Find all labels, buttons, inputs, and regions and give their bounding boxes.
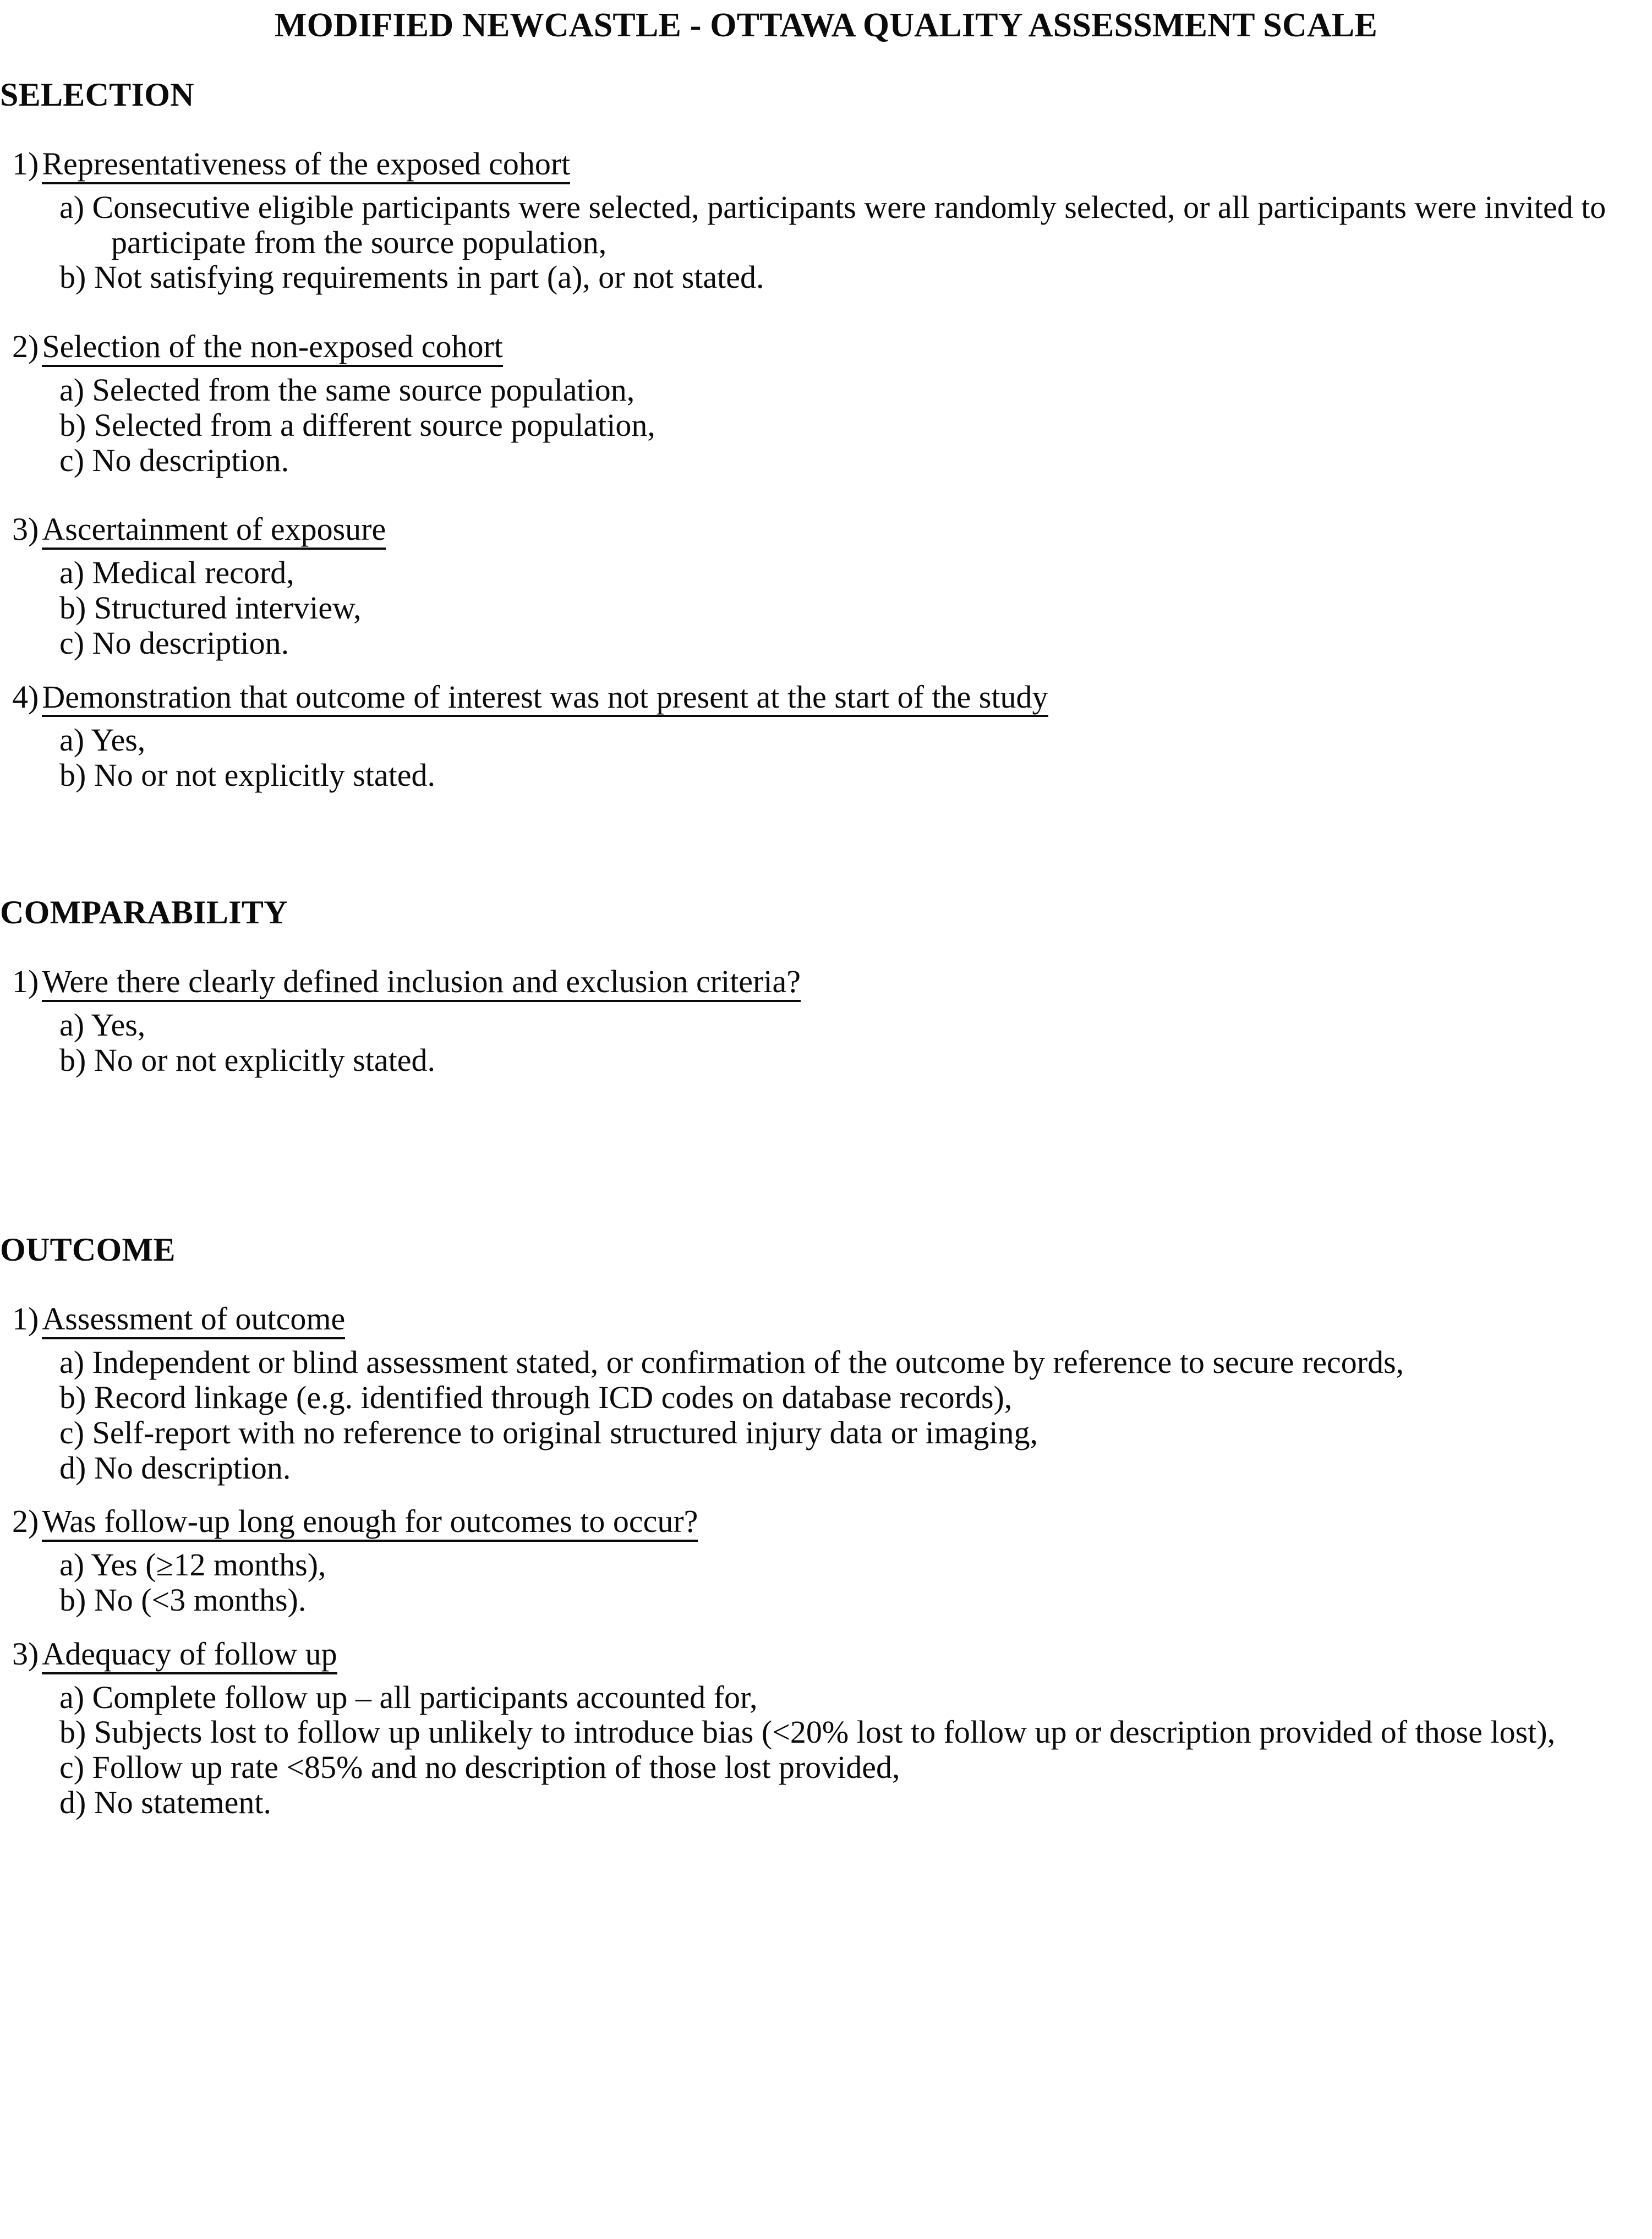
option-item: a) Yes, <box>59 722 146 758</box>
spacer <box>0 793 1652 895</box>
option-item: a) Medical record, <box>59 555 294 591</box>
spacer <box>0 295 1652 329</box>
option-item: b) No or not explicitly stated. <box>59 757 435 793</box>
question-text: Selection of the non-exposed cohort <box>42 329 503 367</box>
section-heading-comparability: COMPARABILITY <box>0 894 288 931</box>
option-item: b) Not satisfying requirements in part (a), or not stated. <box>59 259 764 295</box>
question-text: Was follow-up long enough for outcomes to occur? <box>42 1504 698 1542</box>
option-item: b) Subjects lost to follow up unlikely to introduce bias (<20% lost to follow up or description provided of those lost), <box>59 1714 1556 1750</box>
option-item: a) Yes (≥12 months), <box>59 1547 326 1583</box>
section-heading-selection: SELECTION <box>0 76 194 113</box>
option-item: b) No (<3 months). <box>59 1582 307 1618</box>
question-text: Adequacy of follow up <box>42 1636 337 1674</box>
question-number: 4) <box>12 678 39 715</box>
option-item: b) Selected from a different source population, <box>59 407 655 443</box>
question-text: Ascertainment of exposure <box>42 512 386 550</box>
option-item: a) Yes, <box>59 1006 146 1043</box>
question-number: 3) <box>12 511 39 548</box>
spacer <box>0 478 1652 512</box>
spacer <box>0 717 1652 722</box>
question-text: Representativeness of the exposed cohort <box>42 146 570 184</box>
option-item: a) Consecutive eligible participants were selected, participants were randomly selected, or all participants were invited to participate from the source population, <box>59 189 1606 260</box>
option-item: c) No description. <box>59 442 289 478</box>
option-item: a) Independent or blind assessment stated, or confirmation of the outcome by reference to secure records, <box>59 1344 1404 1381</box>
option-item: a) Complete follow up – all participants accounted for, <box>59 1679 758 1715</box>
option-item: c) No description. <box>59 625 289 661</box>
question-selection-3 <box>0 512 1652 550</box>
question-number: 1) <box>12 146 39 182</box>
spacer <box>0 930 1652 964</box>
question-number: 3) <box>12 1635 39 1672</box>
question-number: 2) <box>12 329 39 365</box>
spacer <box>0 1267 1652 1301</box>
question-comparability-1 <box>0 964 1652 1002</box>
question-selection-4 <box>0 680 1652 718</box>
option-item: c) Self-report with no reference to original structured injury data or imaging, <box>59 1414 1038 1450</box>
question-text: Were there clearly defined inclusion and exclusion criteria? <box>42 964 801 1002</box>
section-comparability <box>0 895 1652 1077</box>
spacer <box>0 1077 1652 1180</box>
section-outcome <box>0 1233 1652 1820</box>
spacer <box>0 661 1652 680</box>
spacer <box>0 1485 1652 1504</box>
question-outcome-2 <box>0 1504 1652 1542</box>
question-text: Assessment of outcome <box>42 1301 345 1339</box>
question-selection-2 <box>0 329 1652 367</box>
option-item: d) No statement. <box>59 1784 271 1820</box>
question-number: 1) <box>12 964 39 1000</box>
question-text: Demonstration that outcome of interest was not present at the start of the study <box>42 680 1048 718</box>
section-selection <box>0 78 1652 793</box>
question-outcome-3 <box>0 1636 1652 1674</box>
spacer <box>0 1180 1652 1233</box>
spacer <box>0 43 1652 78</box>
question-number: 2) <box>12 1503 39 1540</box>
option-item: c) Follow up rate <85% and no description of those lost provided, <box>59 1749 900 1786</box>
option-item: b) No or not explicitly stated. <box>59 1042 435 1078</box>
spacer <box>0 1002 1652 1008</box>
spacer <box>0 112 1652 146</box>
option-item: b) Record linkage (e.g. identified through ICD codes on database records), <box>59 1379 1013 1416</box>
page-title: MODIFIED NEWCASTLE - OTTAWA QUALITY ASSESSMENT SCALE <box>274 7 1378 44</box>
option-item: d) No description. <box>59 1449 291 1486</box>
option-item: b) Structured interview, <box>59 590 362 626</box>
section-heading-outcome: OUTCOME <box>0 1231 176 1268</box>
option-item: a) Selected from the same source population, <box>59 372 635 408</box>
question-number: 1) <box>12 1301 39 1337</box>
question-selection-1 <box>0 146 1652 184</box>
question-outcome-1 <box>0 1301 1652 1339</box>
spacer <box>0 1618 1652 1636</box>
